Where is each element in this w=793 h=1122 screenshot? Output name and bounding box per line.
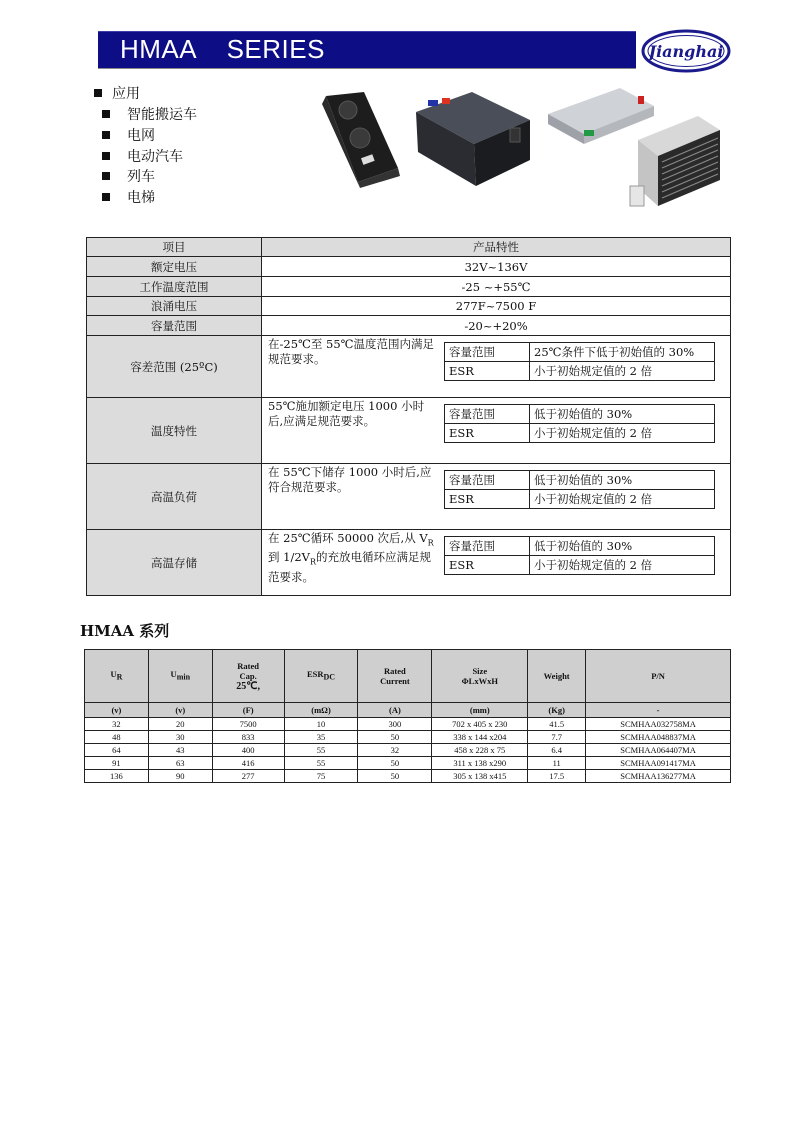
spec-row-high-temp-load: 高温负荷 在 55℃下储存 1000 小时后,应符合规范要求。 容量范围 低于初始值的 30% ESR 小于初始规定值的 2 倍 xyxy=(87,464,731,530)
spec-row: 容量范围 -20~+20% xyxy=(87,316,731,336)
product-image-module-4 xyxy=(628,110,722,210)
col-esr: $ESR_{DC}$ xyxy=(284,650,358,703)
jianghai-logo xyxy=(641,28,731,74)
table-row: 64 43 400 55 32 458 x 228 x 75 6.4 SCMHAA064407MA xyxy=(85,744,731,757)
spec-row-temperature: 温度特性 55℃施加额定电压 1000 小时后,应满足规范要求。 容量范围 低于初始值的 30% ESR 小于初始规定值的 2 倍 xyxy=(87,398,731,464)
col-cap: Rated Cap. 25℃, xyxy=(212,650,284,703)
sub-table: 容量范围 低于初始值的 30% ESR 小于初始规定值的 2 倍 xyxy=(444,404,715,443)
bullet-icon xyxy=(102,193,110,201)
table-row: 32 20 7500 10 300 702 x 405 x 230 41.5 SCMHAA032758MA xyxy=(85,718,731,731)
applications-heading: 应用 xyxy=(94,85,140,103)
col-weight: Weight xyxy=(528,650,586,703)
spec-header-feature: 产品特性 xyxy=(262,238,731,257)
spec-row-tolerance: 容差范围 (25ºC) 在-25℃至 55℃温度范围内满足规范要求。 容量范围 25℃条件下低于初始值的 30% ESR 小于初始规定值的 2 倍 xyxy=(87,336,731,398)
spec-header-row xyxy=(87,238,731,257)
col-size: Size ΦLxWxH xyxy=(432,650,528,703)
application-item: 电网 xyxy=(102,127,155,145)
bullet-icon xyxy=(102,131,110,139)
bullet-icon xyxy=(102,110,110,118)
models-header-row xyxy=(85,650,731,703)
col-ur: $U_R$ xyxy=(85,650,149,703)
table-row: 48 30 833 35 50 338 x 144 x204 7.7 SCMHAA048837MA xyxy=(85,731,731,744)
product-image-module-2 xyxy=(412,90,532,188)
table-row: 91 63 416 55 50 311 x 138 x290 11 SCMHAA091417MA xyxy=(85,757,731,770)
spec-table xyxy=(86,237,731,596)
models-table xyxy=(84,649,731,783)
page-title: HMAA SERIES xyxy=(120,34,325,64)
series-heading: HMAA 系列 xyxy=(80,622,170,640)
sub-table: 容量范围 25℃条件下低于初始值的 30% ESR 小于初始规定值的 2 倍 xyxy=(444,342,715,381)
bullet-icon xyxy=(102,152,110,160)
application-item: 智能搬运车 xyxy=(102,106,197,124)
models-unit-row: (v) (v) (F) (mΩ) (A) (mm) (Kg) - xyxy=(85,703,731,718)
col-umin: $U_{min}$ xyxy=(148,650,212,703)
bullet-icon xyxy=(102,172,110,180)
col-pn: P/N xyxy=(586,650,731,703)
spec-row: 工作温度范围 -25 ~+55℃ xyxy=(87,277,731,297)
application-item: 电梯 xyxy=(102,189,155,207)
spec-row-high-temp-storage: 高温存储 在 25℃循环 50000 次后,从 $V_R$到 $1/2V_R$的充放电循环应满足规范要求。 容量范围 低于初始值的 30% ESR 小于初始规定值的 2 倍 xyxy=(87,530,731,596)
product-image-module-1 xyxy=(318,90,402,188)
application-item: 列车 xyxy=(102,168,155,186)
spec-row: 额定电压 32V~136V xyxy=(87,257,731,277)
header-divider xyxy=(98,68,636,69)
bullet-icon xyxy=(94,89,102,97)
spec-row: 浪涌电压 277F~7500 F xyxy=(87,297,731,316)
application-item: 电动汽车 xyxy=(102,148,183,166)
sub-table: 容量范围 低于初始值的 30% ESR 小于初始规定值的 2 倍 xyxy=(444,536,715,575)
table-row: 136 90 277 75 50 305 x 138 x415 17.5 SCMHAA136277MA xyxy=(85,770,731,783)
col-current: Rated Current xyxy=(358,650,432,703)
spec-header-item: 项目 xyxy=(87,238,262,257)
sub-table: 容量范围 低于初始值的 30% ESR 小于初始规定值的 2 倍 xyxy=(444,470,715,509)
logo-text: Jianghai xyxy=(648,42,724,61)
